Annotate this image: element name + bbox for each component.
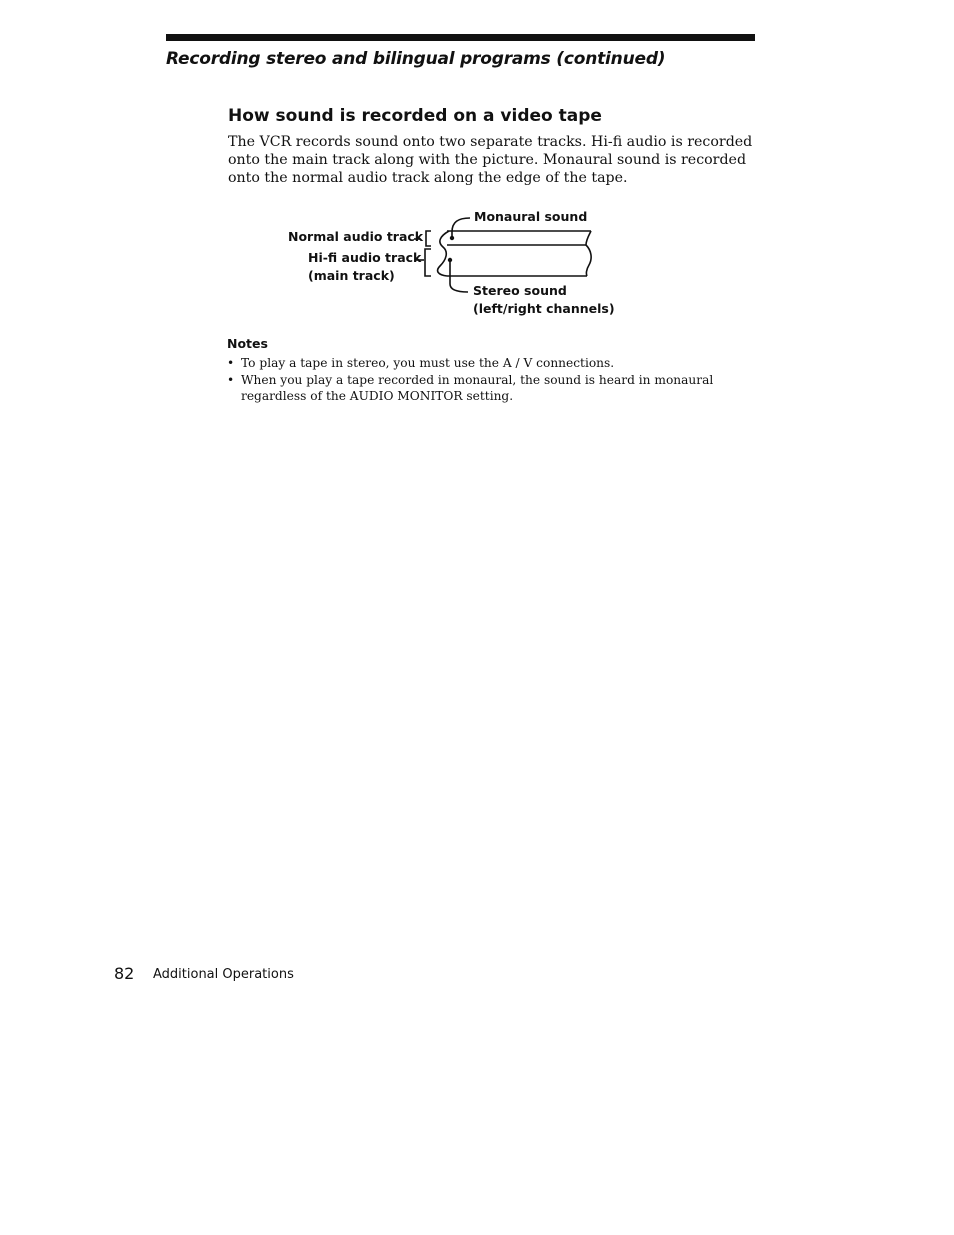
body-line: onto the normal audio track along the edge of the tape. <box>228 170 628 186</box>
normal-track-bracket <box>426 231 431 246</box>
bullet-icon: • <box>227 356 235 370</box>
note-line: When you play a tape recorded in monaural, the sound is heard in monaural <box>241 373 714 387</box>
monaural-leader <box>452 218 470 238</box>
hifi-track-bracket <box>425 249 431 276</box>
channels-label: (left/right channels) <box>473 301 615 316</box>
list-item <box>227 372 727 404</box>
body-line: The VCR records sound onto two separate tracks. Hi-fi audio is recorded <box>228 134 753 150</box>
monaural-dot <box>450 236 454 240</box>
list-item <box>227 355 727 371</box>
footer-section-name: Additional Operations <box>153 967 294 982</box>
section-title: How sound is recorded on a video tape <box>228 106 602 126</box>
main-track-label: (main track) <box>308 268 395 283</box>
running-head: Recording stereo and bilingual programs (continued) <box>166 49 666 69</box>
page-number: 82 <box>114 964 135 983</box>
normal-audio-track-label: Normal audio track <box>288 229 424 244</box>
tape-left-end <box>438 231 449 276</box>
note-line: regardless of the AUDIO MONITOR setting. <box>241 389 514 403</box>
note-line: To play a tape in stereo, you must use the A / V connections. <box>241 356 615 370</box>
notes-list <box>227 355 727 405</box>
body-line: onto the main track along with the picture. Monaural sound is recorded <box>228 152 747 168</box>
bullet-icon: • <box>227 373 235 387</box>
stereo-leader <box>450 262 468 292</box>
monaural-sound-label: Monaural sound <box>474 209 588 224</box>
stereo-dot <box>448 258 452 262</box>
hifi-audio-track-label: Hi-fi audio track <box>308 250 422 265</box>
stereo-sound-label: Stereo sound <box>473 283 567 298</box>
tape-right-end <box>586 231 591 276</box>
notes-heading: Notes <box>227 336 268 351</box>
